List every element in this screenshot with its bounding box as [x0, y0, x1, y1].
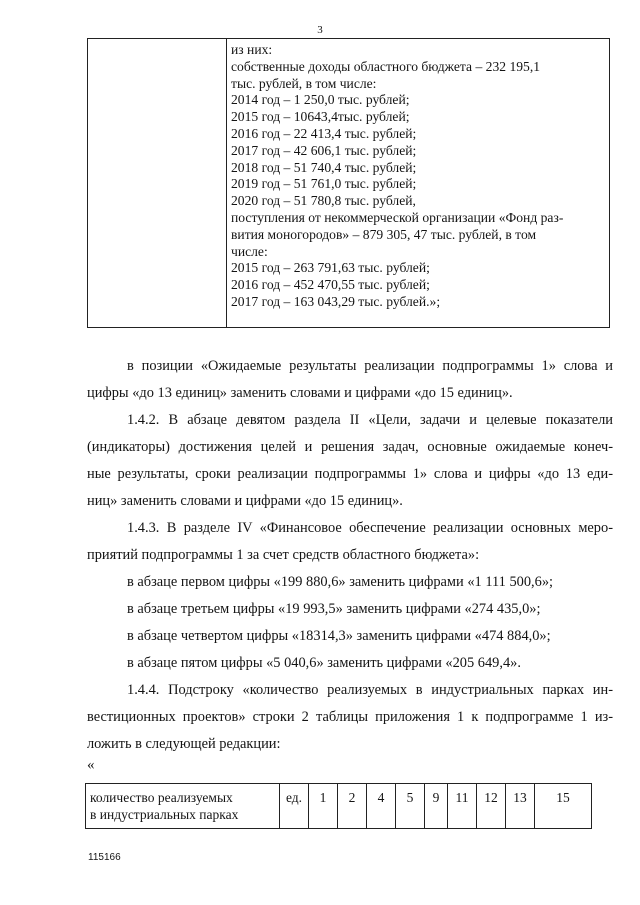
cell-line: 2014 год – 1 250,0 тыс. рублей; — [231, 92, 410, 108]
cell-line: 2018 год – 51 740,4 тыс. рублей; — [231, 159, 417, 175]
paragraph-line: (индикаторы) достижения целей и решения задач, основные ожидаемые конеч- — [87, 439, 613, 455]
cell-line: тыс. рублей, в том числе: — [231, 75, 377, 91]
paragraph-line: в позиции «Ожидаемые результаты реализации подпрограммы 1» слова и — [127, 358, 613, 374]
value-cell: 1 — [309, 784, 338, 829]
paragraph-amendment-third — [87, 596, 613, 623]
paragraph-line: 1.4.3. В разделе IV «Финансовое обеспечение реализации основных меро- — [127, 520, 613, 536]
cell-line: 2016 год – 22 413,4 тыс. рублей; — [231, 125, 417, 141]
indicator-table — [85, 783, 592, 829]
passport-table-left-cell — [88, 39, 227, 328]
page-number: 3 — [317, 24, 323, 36]
cell-line: 2015 год – 10643,4тыс. рублей; — [231, 109, 410, 125]
indicator-label-line: количество реализуемых — [90, 790, 233, 805]
paragraph-line: ниц» заменить словами и цифрами «до 15 единиц». — [87, 493, 403, 509]
cell-line: поступления от некоммерческой организации «Фонд раз- — [231, 209, 564, 225]
paragraph-line: 1.4.4. Подстроку «количество реализуемых в индустриальных парках ин- — [127, 682, 613, 698]
indicator-label-line: в индустриальных парках — [90, 807, 239, 822]
paragraph-amendment-first — [87, 569, 613, 596]
paragraph-amendment-fifth — [87, 650, 613, 677]
paragraph-amendment-fourth — [87, 623, 613, 650]
unit-cell: ед. — [280, 784, 309, 829]
paragraph-line: ные результаты, сроки реализации подпрограммы 1» слова и цифры «до 13 еди- — [87, 466, 613, 482]
cell-line: числе: — [231, 243, 268, 259]
paragraph-expected-results — [87, 353, 613, 407]
paragraph-line: в абзаце третьем цифры «19 993,5» заменить цифрами «274 435,0»; — [127, 601, 541, 617]
paragraph-line: в абзаце четвертом цифры «18314,3» заменить цифрами «474 884,0»; — [127, 628, 551, 644]
table-row — [86, 784, 592, 829]
paragraph-line: 1.4.2. В абзаце девятом раздела II «Цели, задачи и целевые показатели — [127, 412, 613, 428]
paragraph-line: цифры «до 13 единиц» заменить словами и цифрами «до 15 единиц». — [87, 385, 513, 401]
document-code: 115166 — [88, 852, 121, 863]
cell-line: из них: — [231, 42, 273, 57]
cell-line: 2020 год – 51 780,8 тыс. рублей, — [231, 193, 416, 209]
value-cell: 9 — [425, 784, 448, 829]
cell-line: 2017 год – 163 043,29 тыс. рублей.»; — [231, 293, 441, 309]
opening-quote: « — [87, 757, 95, 773]
paragraph-1-4-3 — [87, 515, 613, 569]
paragraph-1-4-4 — [87, 677, 613, 758]
passport-table-right-cell — [227, 39, 610, 328]
passport-table — [87, 38, 610, 328]
paragraph-line: приятий подпрограммы 1 за счет средств областного бюджета»: — [87, 547, 480, 563]
cell-line: собственные доходы областного бюджета – 232 195,1 — [231, 58, 541, 74]
cell-line: 2016 год – 452 470,55 тыс. рублей; — [231, 277, 430, 293]
cell-line: 2015 год – 263 791,63 тыс. рублей; — [231, 260, 430, 276]
value-cell: 5 — [396, 784, 425, 829]
cell-line: вития моногородов» – 879 305, 47 тыс. рублей, в том — [231, 226, 537, 242]
paragraph-line: в абзаце пятом цифры «5 040,6» заменить цифрами «205 649,4». — [127, 655, 521, 671]
indicator-label-cell — [86, 784, 280, 829]
cell-line: 2017 год – 42 606,1 тыс. рублей; — [231, 142, 417, 158]
value-cell: 11 — [448, 784, 477, 829]
paragraph-1-4-2 — [87, 407, 613, 515]
cell-line: 2019 год – 51 761,0 тыс. рублей; — [231, 176, 417, 192]
paragraph-line: вестиционных проектов» строки 2 таблицы приложения 1 к подпрограмме 1 из- — [87, 709, 613, 725]
value-cell: 2 — [338, 784, 367, 829]
value-cell: 4 — [367, 784, 396, 829]
value-cell: 15 — [535, 784, 592, 829]
value-cell: 13 — [506, 784, 535, 829]
paragraph-line: в абзаце первом цифры «199 880,6» заменить цифрами «1 111 500,6»; — [127, 574, 554, 590]
paragraph-line: ложить в следующей редакции: — [87, 736, 281, 752]
value-cell: 12 — [477, 784, 506, 829]
